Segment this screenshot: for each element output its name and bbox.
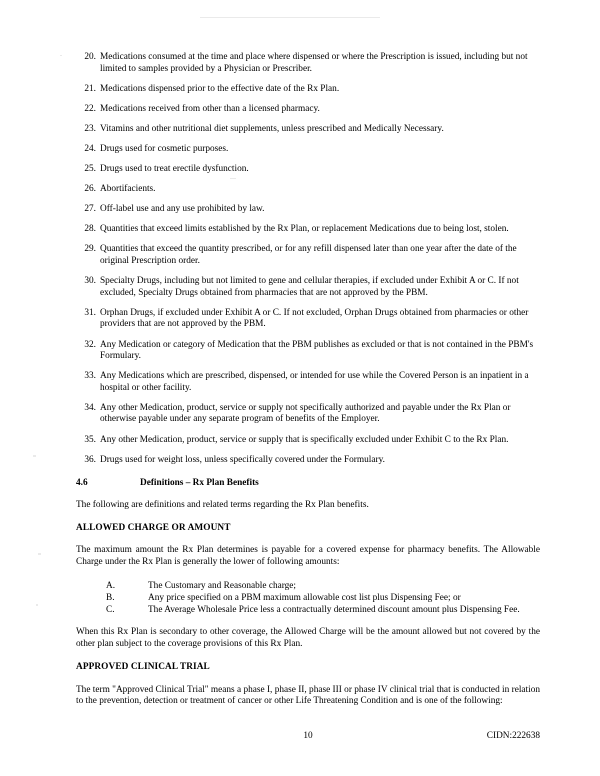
list-item-text: Any Medication or category of Medication that the PBM publishes as excluded or that is not contained in the PBM's Formulary. [100,339,534,362]
list-item [76,184,540,196]
list-item-number: 29. [84,244,96,255]
list-item-text: Medications received from other than a licensed pharmacy. [100,103,320,114]
list-item-text: Specialty Drugs, including but not limited to gene and cellular therapies, if excluded under Exhibit A or C. If not excluded, Specialty Drugs obtained from pharmacies that are not approved by the PBM. [100,276,519,298]
scan-artifact [33,455,36,457]
allowed-charge-heading: ALLOWED CHARGE OR AMOUNT [76,522,231,533]
list-item [76,244,540,267]
scan-artifact [36,604,38,606]
list-item-letter: C. [106,605,115,616]
list-item [76,204,540,216]
list-item [106,580,540,592]
list-item-number: 22. [84,103,96,114]
page-footer [76,731,540,745]
list-item-number: 25. [84,164,96,175]
list-item [76,455,540,467]
list-item-number: 30. [84,276,96,287]
list-item-number: 20. [84,52,96,62]
list-item-number: 23. [84,123,96,134]
exclusions-list [76,52,540,466]
scan-artifact [38,553,41,555]
list-item-text: Any other Medication, product, service or supply that is specifically excluded under Exhibit C to the Rx Plan. [100,434,509,445]
list-item-text: The Customary and Reasonable charge; [148,580,297,591]
list-item [76,224,540,236]
list-item-number: 27. [84,204,96,215]
list-item-letter: A. [106,580,116,591]
list-item [76,308,540,331]
approved-clinical-trial-heading: APPROVED CLINICAL TRIAL [76,662,210,673]
list-item [106,604,540,616]
document-body [76,52,540,719]
list-item-number: 34. [84,402,96,413]
list-item-text: Vitamins and other nutritional diet supplements, unless prescribed and Medically Necessary. [100,123,444,134]
list-item-number: 33. [84,371,96,382]
allowed-charge-closing-paragraph: When this Rx Plan is secondary to other coverage, the Allowed Charge will be the amount allowed but not covered by the other plan subject to the coverage provisions of this Rx Plan. [76,627,540,650]
list-item-number: 31. [84,307,96,318]
list-item [76,371,540,394]
list-item [76,340,540,363]
section-intro-paragraph: The following are definitions and related terms regarding the Rx Plan benefits. [76,499,369,510]
list-item-number: 36. [84,454,96,465]
list-item [76,124,540,136]
list-item [76,403,540,426]
list-item [76,104,540,116]
page-number: 10 [303,731,313,741]
list-item [76,435,540,447]
list-item-text: Abortifacients. [100,184,156,195]
list-item [76,164,540,176]
list-item-text: The Average Wholesale Price less a contractually determined discount amount plus Dispensing Fee. [148,605,520,616]
list-item-text: Off-label use and any use prohibited by law. [100,204,265,215]
list-item-text: Quantities that exceed limits established by the Rx Plan, or replacement Medications due to being lost, stolen. [100,224,509,235]
scan-artifact [60,55,62,56]
list-item-text: Medications dispensed prior to the effective date of the Rx Plan. [100,83,340,94]
list-item-text: Drugs used for weight loss, unless specifically covered under the Formulary. [100,454,385,465]
list-item [76,84,540,96]
list-item-text: Medications consumed at the time and place where dispensed or where the Prescription is issued, including but not limited to samples provided by a Physician or Prescriber. [100,52,528,74]
list-item-text: Drugs used for cosmetic purposes. [100,143,229,154]
list-item-text: Orphan Drugs, if excluded under Exhibit A or C. If not excluded, Orphan Drugs obtained from pharmacies or other providers that are not approved by the PBM. [100,307,529,330]
list-item-text: Drugs used to treat erectile dysfunction. [100,164,249,175]
list-item-text: Any other Medication, product, service or supply not specifically authorized and payable under the Rx Plan or otherwise payable under any separate program of benefits of the Employer. [100,402,511,425]
section-title: Definitions – Rx Plan Benefits [140,478,259,489]
list-item-number: 35. [84,434,96,445]
approved-clinical-trial-paragraph: The term "Approved Clinical Trial" means a phase I, phase II, phase III or phase IV clinical trial that is conducted in relation to the prevention, detection or treatment of cancer or other Life Threatening Condition and is one of the following: [76,684,540,707]
document-id: CIDN:222638 [486,731,540,741]
list-item-number: 26. [84,184,96,195]
list-item-number: 24. [84,143,96,154]
list-item [106,592,540,604]
list-item-text: Quantities that exceed the quantity prescribed, or for any refill dispensed later than one year after the date of the original Prescription order. [100,244,517,267]
list-item-text: Any price specified on a PBM maximum allowable cost list plus Dispensing Fee; or [148,593,461,604]
list-item-number: 28. [84,224,96,235]
list-item-text: Any Medications which are prescribed, dispensed, or intended for use while the Covered Person is an inpatient in a hospital or other facility. [100,371,529,393]
list-item-letter: B. [106,593,115,604]
scan-artifact [200,17,380,18]
section-heading [76,478,540,490]
list-item-number: 32. [84,339,96,350]
list-item-number: 21. [84,83,96,94]
list-item [76,144,540,156]
allowed-charge-options-list [76,580,540,617]
allowed-charge-paragraph: The maximum amount the Rx Plan determines is payable for a covered expense for pharmacy benefits. The Allowable Charge under the Rx Plan is generally the lower of following amounts: [76,545,540,568]
section-number: 4.6 [76,478,88,489]
list-item [76,52,540,75]
list-item [76,276,540,299]
